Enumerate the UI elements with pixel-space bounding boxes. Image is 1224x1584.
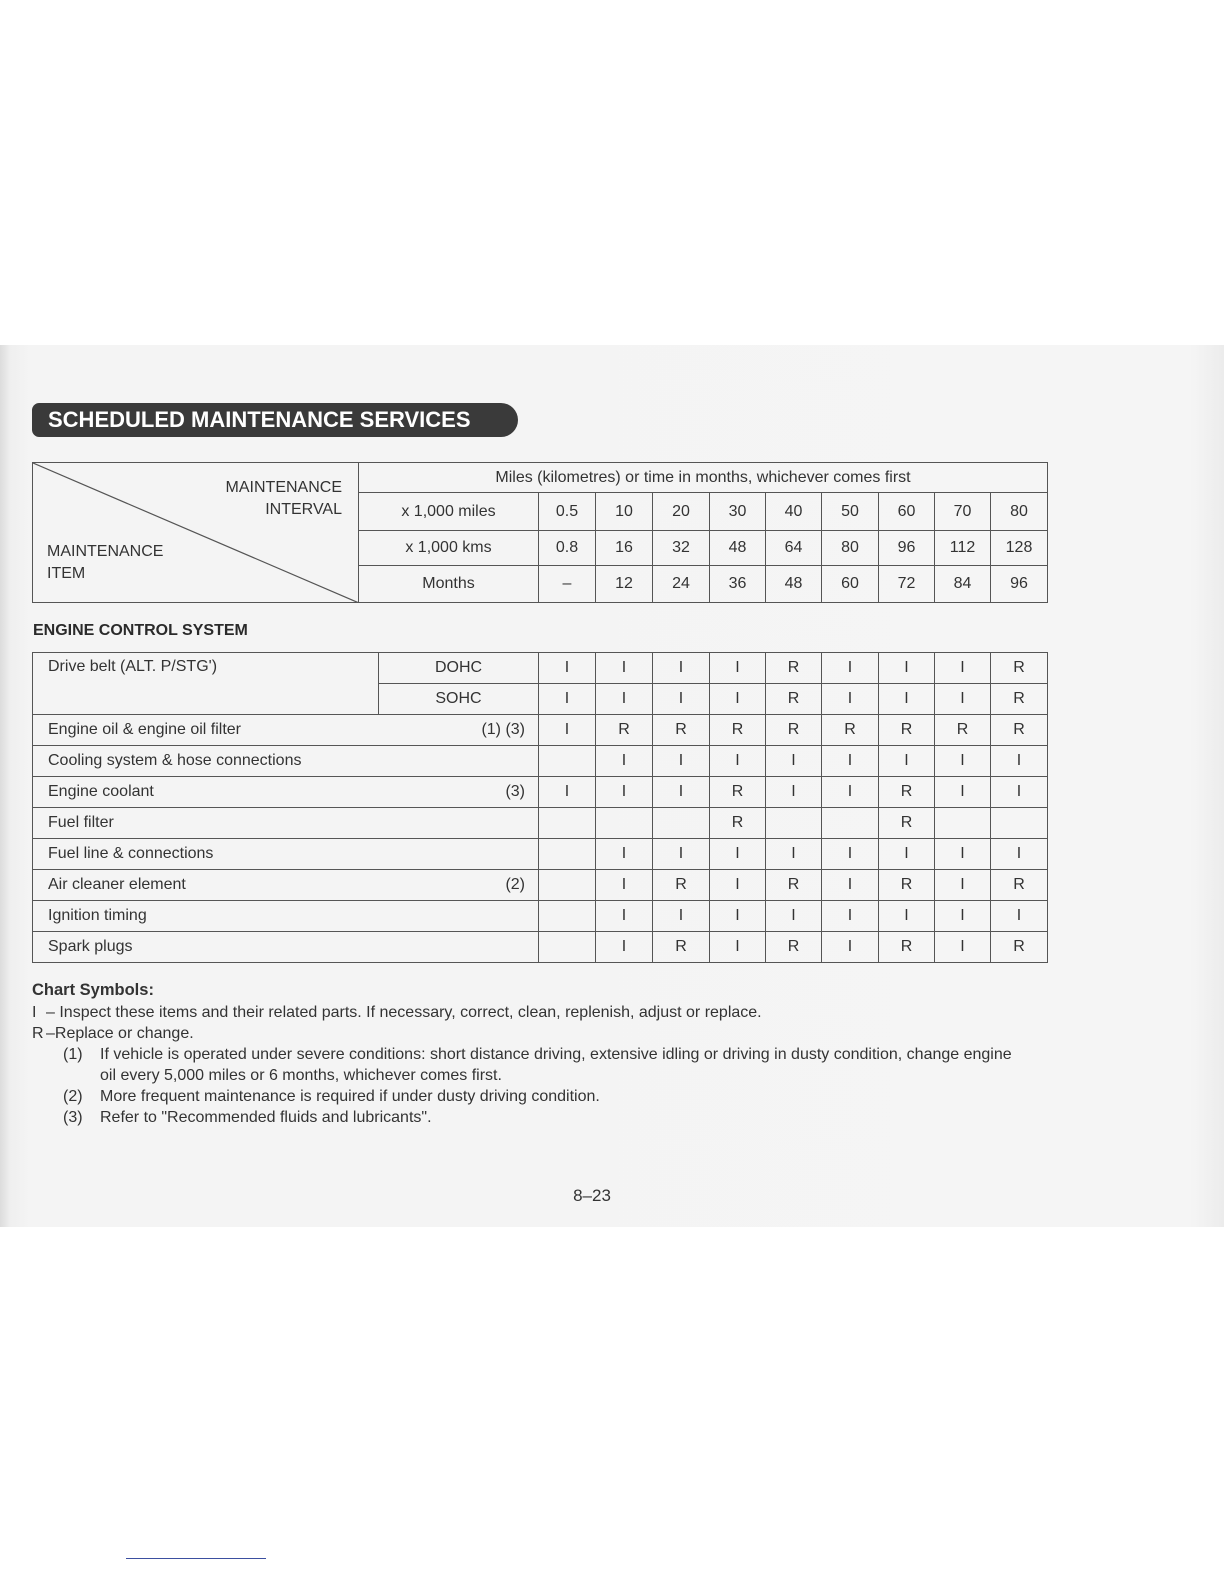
maintenance-item-label: Ignition timing — [48, 907, 147, 924]
schedule-cell: R — [653, 932, 710, 963]
schedule-cell: I — [653, 777, 710, 808]
schedule-cell: I — [710, 746, 766, 777]
schedule-cell: I — [935, 901, 991, 932]
schedule-cell: I — [766, 777, 822, 808]
maintenance-item-label: Fuel filter — [48, 814, 114, 831]
table-row — [33, 808, 1048, 839]
schedule-cell: R — [879, 870, 935, 901]
interval-row-label: x 1,000 miles — [359, 493, 539, 531]
schedule-cell — [766, 808, 822, 839]
schedule-cell: R — [710, 808, 766, 839]
schedule-cell: R — [991, 684, 1048, 715]
schedule-cell: R — [935, 715, 991, 746]
table-row — [33, 901, 1048, 932]
maintenance-item-label: Cooling system & hose connections — [48, 752, 302, 769]
maintenance-item-note: (2) — [505, 876, 525, 893]
maintenance-item-cell — [33, 715, 539, 746]
schedule-cell: R — [766, 715, 822, 746]
schedule-cell — [935, 808, 991, 839]
maintenance-item-label: Spark plugs — [48, 938, 133, 955]
footnote-number: (1) — [63, 1046, 83, 1063]
decorative-underline — [126, 1558, 266, 1559]
schedule-cell — [539, 901, 596, 932]
schedule-cell: I — [822, 901, 879, 932]
interval-value: 70 — [935, 493, 991, 531]
schedule-cell — [539, 839, 596, 870]
chart-symbols-legend — [32, 980, 1032, 1128]
symbol-letter: R — [32, 1025, 44, 1042]
schedule-cell: R — [653, 870, 710, 901]
schedule-cell — [539, 746, 596, 777]
interval-value: 80 — [991, 493, 1048, 531]
table-row — [33, 870, 1048, 901]
interval-row-label: Months — [359, 566, 539, 603]
maintenance-item-note: (1) (3) — [481, 721, 525, 738]
maintenance-item-note: (3) — [505, 783, 525, 800]
interval-value: 64 — [766, 531, 822, 566]
table-row — [33, 715, 1048, 746]
interval-value: 48 — [766, 566, 822, 603]
schedule-cell: R — [991, 715, 1048, 746]
schedule-cell: R — [710, 777, 766, 808]
schedule-cell: I — [596, 777, 653, 808]
schedule-cell: R — [879, 932, 935, 963]
footnote-text: Refer to "Recommended fluids and lubricants". — [100, 1109, 432, 1126]
schedule-cell: I — [935, 684, 991, 715]
schedule-cell: R — [991, 932, 1048, 963]
schedule-cell — [596, 808, 653, 839]
schedule-cell: I — [822, 777, 879, 808]
schedule-cell: I — [653, 901, 710, 932]
footnote-2 — [32, 1086, 1032, 1107]
interval-value: 128 — [991, 531, 1048, 566]
schedule-cell: I — [596, 684, 653, 715]
interval-value: 20 — [653, 493, 710, 531]
interval-value: 60 — [822, 566, 879, 603]
interval-value: 16 — [596, 531, 653, 566]
schedule-cell: I — [653, 684, 710, 715]
schedule-cell: I — [991, 839, 1048, 870]
interval-span-title: Miles (kilometres) or time in months, whichever comes first — [359, 463, 1048, 493]
maintenance-item-cell — [33, 870, 539, 901]
schedule-cell: R — [596, 715, 653, 746]
schedule-cell: I — [710, 653, 766, 684]
symbol-entry-replace — [32, 1023, 1032, 1044]
schedule-cell: I — [653, 839, 710, 870]
footnote-1 — [32, 1044, 1032, 1086]
schedule-cell: I — [935, 932, 991, 963]
schedule-cell: I — [766, 746, 822, 777]
schedule-cell: R — [879, 715, 935, 746]
schedule-cell: I — [596, 839, 653, 870]
page-title-banner: SCHEDULED MAINTENANCE SERVICES — [32, 403, 518, 437]
engine-control-system-table — [32, 652, 1048, 963]
interval-value: 30 — [710, 493, 766, 531]
schedule-cell: I — [596, 653, 653, 684]
schedule-cell: R — [766, 870, 822, 901]
maintenance-item-cell — [33, 932, 539, 963]
schedule-cell: I — [710, 684, 766, 715]
schedule-cell: I — [879, 653, 935, 684]
schedule-cell: R — [822, 715, 879, 746]
page-number: 8–23 — [573, 1186, 611, 1205]
schedule-cell: I — [766, 839, 822, 870]
schedule-cell — [822, 808, 879, 839]
symbol-letter: I — [32, 1004, 37, 1021]
schedule-cell: I — [822, 932, 879, 963]
table-row — [33, 932, 1048, 963]
maintenance-item-cell — [33, 746, 539, 777]
schedule-cell: I — [991, 746, 1048, 777]
schedule-cell: I — [822, 653, 879, 684]
maintenance-item-cell — [33, 808, 539, 839]
schedule-cell: R — [766, 932, 822, 963]
table-row — [33, 839, 1048, 870]
schedule-cell: I — [879, 901, 935, 932]
schedule-cell: I — [935, 746, 991, 777]
engine-variant-dohc: DOHC — [379, 653, 539, 684]
interval-value: 12 — [596, 566, 653, 603]
interval-value: 0.5 — [539, 493, 596, 531]
schedule-cell — [653, 808, 710, 839]
maintenance-item-cell — [33, 839, 539, 870]
interval-value: – — [539, 566, 596, 603]
schedule-cell: I — [539, 684, 596, 715]
interval-value: 48 — [710, 531, 766, 566]
schedule-cell — [539, 932, 596, 963]
symbol-entry-inspect — [32, 1002, 1032, 1023]
chart-symbols-title: Chart Symbols: — [32, 981, 154, 999]
schedule-cell: R — [991, 653, 1048, 684]
header-corner-cell — [33, 463, 359, 603]
schedule-cell: R — [879, 777, 935, 808]
interval-value: 0.8 — [539, 531, 596, 566]
maintenance-item-label: Engine oil & engine oil filter — [48, 721, 242, 738]
footnote-3 — [32, 1107, 1032, 1128]
schedule-cell: I — [822, 839, 879, 870]
schedule-cell — [539, 808, 596, 839]
schedule-cell: R — [991, 870, 1048, 901]
schedule-cell: R — [766, 684, 822, 715]
schedule-cell: I — [822, 746, 879, 777]
schedule-cell: I — [710, 839, 766, 870]
table-row-drive-belt-dohc — [33, 653, 1048, 684]
schedule-cell — [539, 870, 596, 901]
interval-value: 24 — [653, 566, 710, 603]
symbol-description: –Replace or change. — [46, 1025, 194, 1042]
maintenance-item-cell — [33, 777, 539, 808]
interval-value: 112 — [935, 531, 991, 566]
schedule-cell: I — [935, 653, 991, 684]
schedule-cell: I — [596, 901, 653, 932]
interval-value: 32 — [653, 531, 710, 566]
footnote-text: More frequent maintenance is required if under dusty driving condition. — [100, 1088, 600, 1105]
schedule-cell: I — [710, 870, 766, 901]
schedule-cell: I — [710, 901, 766, 932]
schedule-cell: I — [991, 901, 1048, 932]
footnote-number: (3) — [63, 1109, 83, 1126]
interval-label: MAINTENANCE INTERVAL — [225, 479, 342, 518]
schedule-cell: I — [539, 715, 596, 746]
interval-value: 36 — [710, 566, 766, 603]
item-label: MAINTENANCE ITEM — [47, 543, 164, 582]
interval-value: 10 — [596, 493, 653, 531]
section-title: ENGINE CONTROL SYSTEM — [33, 622, 248, 639]
interval-value: 84 — [935, 566, 991, 603]
schedule-cell: I — [935, 777, 991, 808]
interval-row-label: x 1,000 kms — [359, 531, 539, 566]
interval-value: 50 — [822, 493, 879, 531]
schedule-cell: I — [653, 746, 710, 777]
schedule-cell: I — [766, 901, 822, 932]
schedule-cell: I — [710, 932, 766, 963]
interval-value: 72 — [879, 566, 935, 603]
schedule-cell: R — [879, 808, 935, 839]
schedule-cell: R — [710, 715, 766, 746]
schedule-cell: I — [991, 777, 1048, 808]
footnote-text: If vehicle is operated under severe conditions: short distance driving, extensive idling or driving in dusty condition, change engine oil every 5,000 miles or 6 months, whichever comes first. — [100, 1046, 1012, 1084]
schedule-cell: I — [653, 653, 710, 684]
schedule-cell: R — [653, 715, 710, 746]
schedule-cell: I — [596, 932, 653, 963]
schedule-cell: I — [539, 653, 596, 684]
maintenance-item-label: Air cleaner element — [48, 876, 186, 893]
schedule-cell: I — [539, 777, 596, 808]
interval-value: 60 — [879, 493, 935, 531]
schedule-cell: I — [879, 746, 935, 777]
schedule-cell: I — [935, 839, 991, 870]
schedule-cell: I — [596, 870, 653, 901]
schedule-cell: I — [822, 684, 879, 715]
interval-value: 40 — [766, 493, 822, 531]
footnote-number: (2) — [63, 1088, 83, 1105]
engine-variant-sohc: SOHC — [379, 684, 539, 715]
table-row — [33, 746, 1048, 777]
drive-belt-label: Drive belt (ALT. P/STG') — [33, 653, 379, 715]
maintenance-interval-header-table — [32, 462, 1048, 603]
interval-value: 96 — [991, 566, 1048, 603]
schedule-cell: R — [766, 653, 822, 684]
schedule-cell: I — [596, 746, 653, 777]
maintenance-item-label: Fuel line & connections — [48, 845, 214, 862]
schedule-cell — [991, 808, 1048, 839]
schedule-cell: I — [935, 870, 991, 901]
table-row — [33, 777, 1048, 808]
schedule-cell: I — [879, 684, 935, 715]
schedule-cell: I — [822, 870, 879, 901]
schedule-cell: I — [879, 839, 935, 870]
interval-value: 80 — [822, 531, 879, 566]
maintenance-item-cell — [33, 901, 539, 932]
interval-value: 96 — [879, 531, 935, 566]
symbol-description: – Inspect these items and their related parts. If necessary, correct, clean, replenish, adjust or replace. — [46, 1004, 762, 1021]
maintenance-item-label: Engine coolant — [48, 783, 154, 800]
